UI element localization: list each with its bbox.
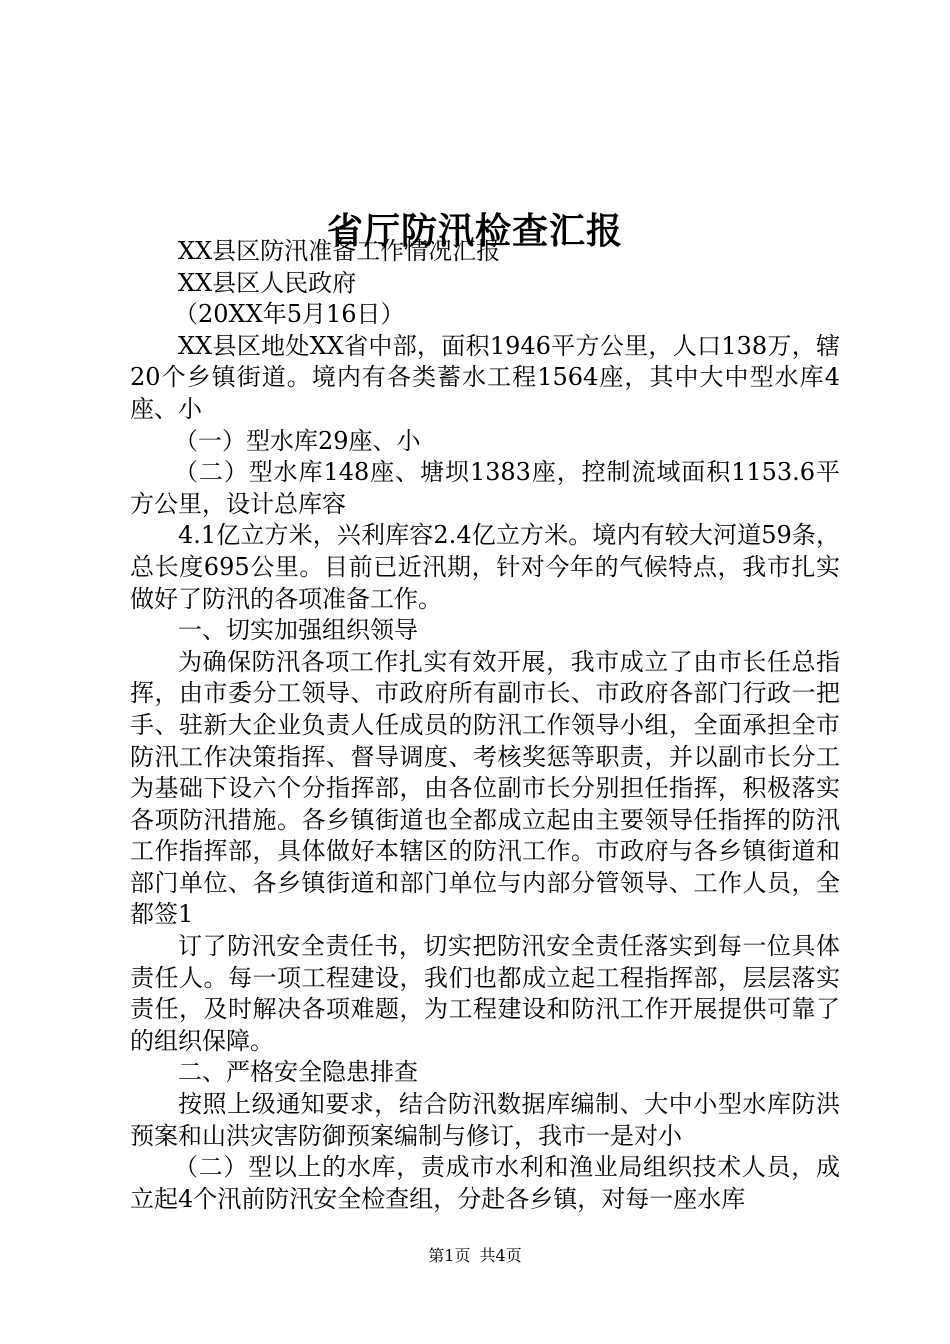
paragraph-responsibility: 订了防汛安全责任书，切实把防汛安全责任落实到每一位具体责任人。每一项工程建设，我们也都成立起工程指挥部，层层落实责任，及时解决各项难题，为工程建设和防汛工作开展提供可靠了的组织保障。 [130,932,840,1055]
paragraph-reservoir-small-1: （一）型水库29座、小 [174,426,421,455]
section-heading-1: 一、切实加强组织领导 [178,616,418,645]
paragraph-overview: XX县区地处XX省中部，面积1946平方公里，人口138万，辖20个乡镇街道。境内有各类蓄水工程1564座，其中大中型水库4座、小 [130,331,840,423]
paragraph-inspection: 按照上级通知要求，结合防汛数据库编制、大中小型水库防洪预案和山洪灾害防御预案编制与修订，我市一是对小 [130,1090,840,1150]
paragraph-inspection-groups: （二）型以上的水库，责成市水利和渔业局组织技术人员，成立起4个汛前防汛安全检查组，分赴各乡镇，对每一座水库 [130,1153,840,1213]
paragraph-capacity: 4.1亿立方米，兴利库容2.4亿立方米。境内有较大河道59条，总长度695公里。目前已近汛期，针对今年的气候特点，我市扎实做好了防汛的各项准备工作。 [130,521,840,613]
page-total: 共4页 [479,1246,522,1265]
section-heading-2: 二、严格安全隐患排查 [178,1058,418,1087]
page-number: 第1页 [428,1246,471,1265]
document-body [130,236,840,1215]
paragraph-organization: 为确保防汛各项工作扎实有效开展，我市成立了由市长任总指挥，由市委分工领导、市政府所有副市长、市政府各部门行政一把手、驻新大企业负责人任成员的防汛工作领导小组，全面承担全市防汛工作决策指挥、督导调度、考核奖惩等职责，并以副市长分工为基础下设六个分指挥部，由各位副市长分别担任指挥，积极落实各项防汛措施。各乡镇街道也全都成立起由主要领导任指挥的防汛工作指挥部，具体做好本辖区的防汛工作。市政府与各乡镇街道和部门单位、各乡镇街道和部门单位与内部分管领导、工作人员，全都签1 [130,647,840,929]
document-title: 省厅防汛检查汇报 [326,210,623,253]
paragraph-date: （20XX年5月16日） [174,300,405,329]
paragraph-report-heading: XX县区防汛准备工作情况汇报 [178,237,501,265]
paragraph-reservoir-small-2: （二）型水库148座、塘坝1383座，控制流域面积1153.6平方公里，设计总库容 [130,458,840,518]
paragraph-issuer: XX县区人民政府 [178,268,357,297]
page-footer [0,1245,950,1267]
